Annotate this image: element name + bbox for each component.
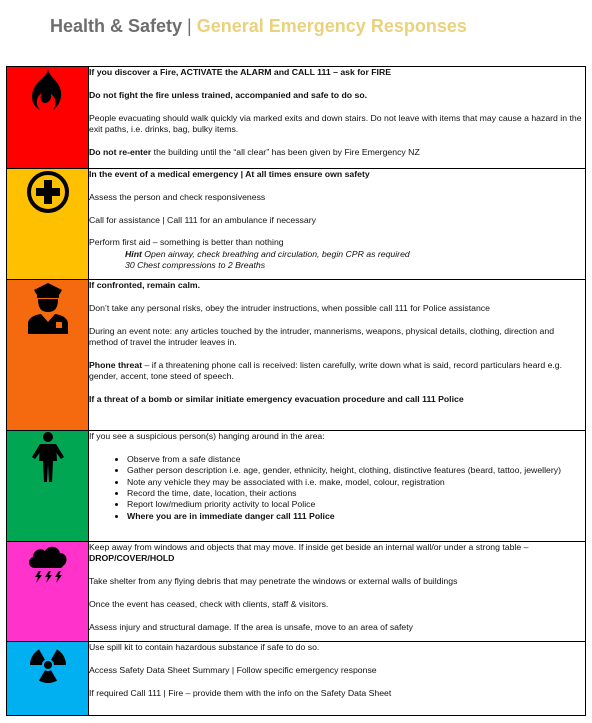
emergency-response-table	[6, 66, 586, 716]
person-row	[7, 431, 586, 542]
fire-icon-cell	[7, 67, 89, 169]
person-bullet-3: • Note any vehicle they may be associated with i.e. make, model, colour, registration	[127, 477, 585, 488]
title-emergency-responses: General Emergency Responses	[196, 16, 467, 36]
intruder-line-4-bold: Phone threat	[89, 359, 143, 370]
intruder-icon-cell	[7, 280, 89, 431]
weather-line-4: Assess injury and structural damage. If the area is unsafe, move to an area of safety	[89, 621, 414, 632]
storm-cloud-icon	[25, 542, 71, 586]
medical-line-2: Assess the person and check responsiveness	[89, 191, 266, 202]
hazard-line-1: Use spill kit to contain hazardous substance if safe to do so.	[89, 642, 320, 652]
fire-line-4-rest: the building until the “all clear” has been given by Fire Emergency NZ	[151, 146, 420, 157]
weather-line-1-bold: DROP/COVER/HOLD	[89, 553, 175, 564]
fire-line-3: People evacuating should walk quickly via marked exits and down stairs. Do not leave with items that may cause a hazard in the exit paths, i.e. drinks, bag, bulky items.	[89, 112, 582, 134]
weather-line-2: Take shelter from any flying debris that may penetrate the windows or external walls of buildings	[89, 576, 458, 587]
intruder-text-cell	[89, 280, 586, 431]
weather-line-1	[89, 542, 585, 565]
person-icon-cell	[7, 431, 89, 542]
hazard-text-cell	[89, 642, 586, 716]
weather-text-cell	[89, 542, 586, 642]
hazard-line-3: If required Call 111 | Fire – provide them with the info on the Safety Data Sheet	[89, 687, 392, 698]
standing-person-icon	[28, 431, 68, 483]
intruder-line-2: Don’t take any personal risks, obey the intruder instructions, when possible call 111 for Police assistance	[89, 302, 490, 313]
person-bullet-2: • Gather person description i.e. age, gender, ethnicity, height, clothing, distinctive features (beard, tattoo, jewellery)	[127, 465, 585, 476]
person-bullet-list	[89, 454, 585, 522]
intruder-row	[7, 280, 586, 431]
medical-row	[7, 169, 586, 280]
police-officer-icon	[26, 280, 70, 334]
weather-line-3: Once the event has ceased, check with clients, staff & visitors.	[89, 599, 329, 609]
hazard-icon-cell	[7, 642, 89, 716]
title-health-safety: Health & Safety	[50, 16, 183, 36]
intruder-line-4-rest: – if a threatening phone call is received: listen carefully, write down what is said, record particulars heard e.g. gender, accent, tone steed of speech.	[89, 359, 563, 382]
medical-line-1: In the event of a medical emergency | At all times ensure own safety	[89, 169, 370, 179]
radiation-hazard-icon	[25, 642, 71, 688]
hazard-row	[7, 642, 586, 716]
person-bullet-1: • Observe from a safe distance	[127, 454, 585, 465]
person-bullet-5: • Report low/medium priority activity to local Police	[127, 499, 585, 510]
person-bullet-6: • Where you are in immediate danger call 111 Police	[127, 511, 585, 522]
intruder-line-4	[89, 360, 585, 383]
title-separator: |	[187, 16, 192, 36]
fire-line-4-bold: Do not re-enter	[89, 146, 152, 157]
medical-text-cell	[89, 169, 586, 280]
intruder-line-3: During an event note: any articles touched by the intruder, mannerisms, weapons, physical details, clothing, direction and method of travel the intruder leaves in.	[89, 325, 555, 347]
fire-text-cell	[89, 67, 586, 169]
fire-line-4	[89, 147, 585, 158]
weather-line-1-text: Keep away from windows and objects that may move. If inside get beside an internal wall/or under a strong table –	[89, 542, 529, 552]
page-title	[50, 16, 467, 37]
medical-line-4: Perform first aid – something is better than nothing	[89, 237, 284, 248]
fire-line-2: Do not fight the fire unless trained, accompanied and safe to do so.	[89, 89, 368, 100]
person-text-cell	[89, 431, 586, 542]
medical-line-3: Call for assistance | Call 111 for an ambulance if necessary	[89, 214, 316, 225]
weather-row	[7, 542, 586, 642]
weather-icon-cell	[7, 542, 89, 642]
person-line-1: If you see a suspicious person(s) hanging around in the area:	[89, 431, 325, 441]
person-bullet-4: • Record the time, date, location, their actions	[127, 488, 585, 499]
intruder-line-5: If a threat of a bomb or similar initiate emergency evacuation procedure and call 111 Police	[89, 394, 464, 404]
medical-icon-cell	[7, 169, 89, 280]
medical-hint-2: 30 Chest compressions to 2 Breaths	[125, 260, 266, 271]
medical-hint-label: Hint	[125, 248, 142, 259]
medical-hint-1	[89, 249, 585, 260]
hazard-line-2: Access Safety Data Sheet Summary | Follow specific emergency response	[89, 664, 377, 675]
fire-line-1: If you discover a Fire, ACTIVATE the ALARM and CALL 111 – ask for FIRE	[89, 67, 392, 77]
first-aid-plus-icon	[25, 169, 71, 215]
fire-row	[7, 67, 586, 169]
intruder-line-1: If confronted, remain calm.	[89, 280, 201, 290]
medical-hint-text: Open airway, check breathing and circulation, begin CPR as required	[141, 248, 410, 259]
flame-icon	[28, 67, 68, 113]
